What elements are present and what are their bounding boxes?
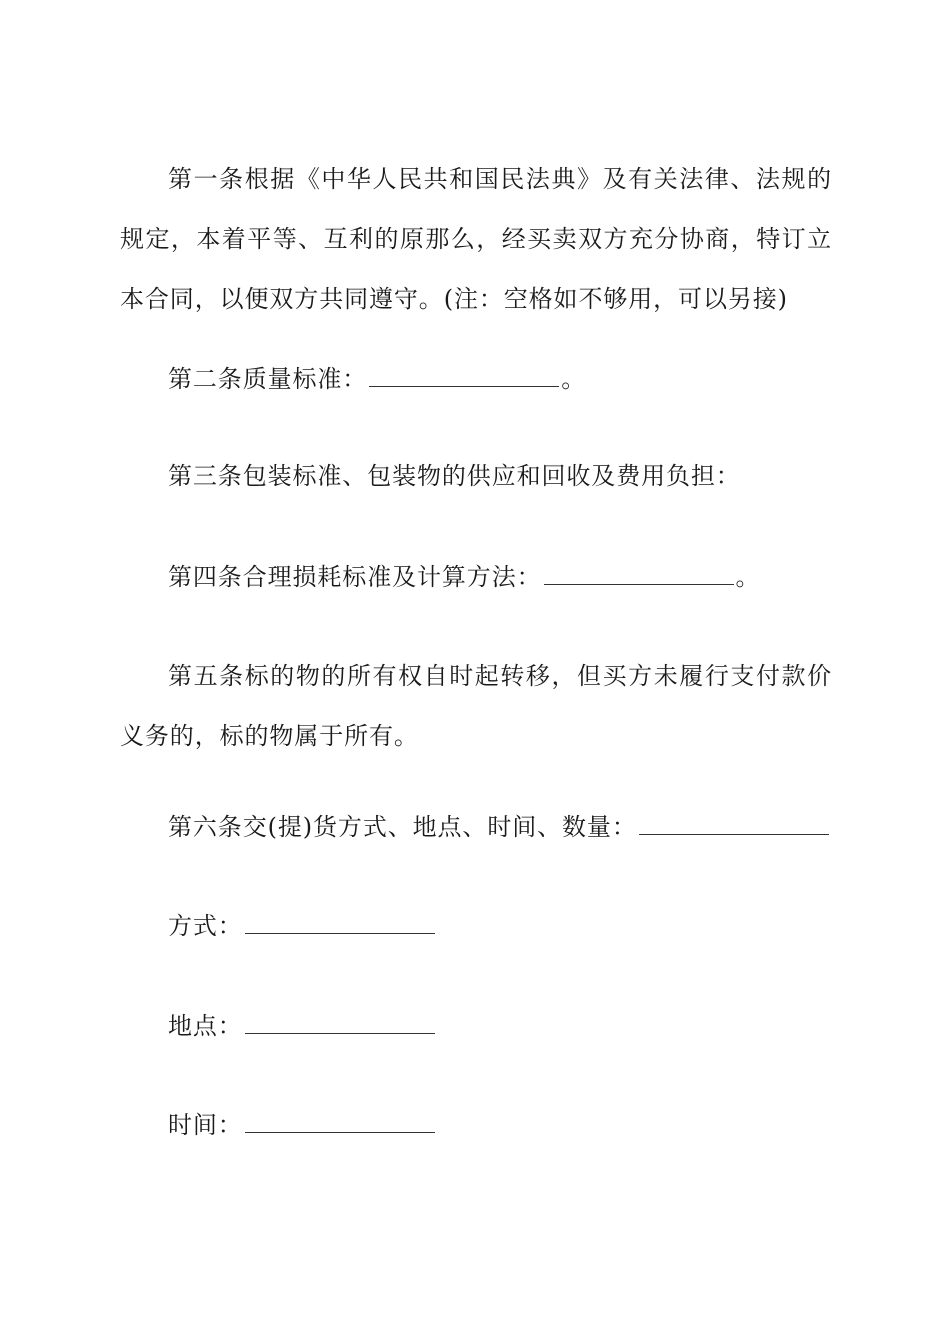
article-4-paragraph (120, 547, 832, 607)
article-6-paragraph (120, 797, 832, 857)
article-2-blank-line (369, 364, 559, 387)
delivery-location-label: 地点： (168, 1012, 243, 1040)
delivery-method-label: 方式： (168, 912, 243, 940)
article-4-label: 第四条合理损耗标准及计算方法： (168, 563, 542, 591)
delivery-location-line (120, 996, 832, 1056)
delivery-time-line (120, 1095, 832, 1155)
delivery-time-blank-line (245, 1110, 435, 1133)
article-6-blank-line (639, 812, 829, 835)
article-1-paragraph: 第一条根据《中华人民共和国民法典》及有关法律、法规的规定，本着平等、互利的原那么，经买卖双方充分协商，特订立本合同，以便双方共同遵守。(注：空格如不够用，可以另接) (120, 165, 832, 313)
article-4-blank-line (544, 562, 734, 585)
article-3-paragraph: 第三条包装标准、包装物的供应和回收及费用负担： (168, 462, 741, 490)
article-2-label: 第二条质量标准： (168, 365, 368, 393)
article-2-suffix: 。 (561, 365, 587, 393)
article-4-suffix: 。 (735, 563, 761, 591)
article-2-paragraph (120, 349, 832, 409)
delivery-method-line (120, 896, 832, 956)
article-6-label: 第六条交(提)货方式、地点、时间、数量： (168, 813, 637, 841)
delivery-method-blank-line (245, 911, 435, 934)
article-5-paragraph: 第五条标的物的所有权自时起转移，但买方未履行支付款价义务的，标的物属于所有。 (120, 662, 832, 750)
delivery-time-label: 时间： (168, 1111, 243, 1139)
delivery-location-blank-line (245, 1011, 435, 1034)
